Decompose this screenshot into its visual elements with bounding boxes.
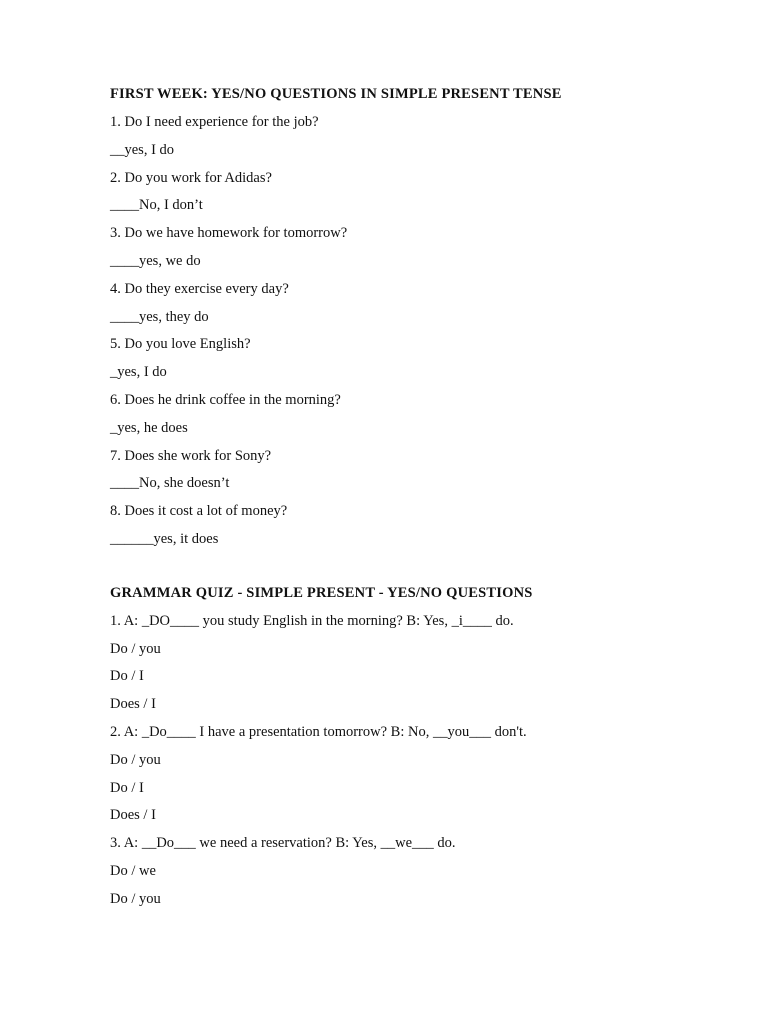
section1-line: __yes, I do (110, 141, 175, 158)
section1-line: _yes, he does (110, 419, 188, 436)
section2-line: Do / you (110, 640, 161, 657)
section2-line: Does / I (110, 807, 156, 824)
section-spacer (110, 557, 730, 583)
section1-line: ____No, she doesn’t (110, 475, 230, 492)
section2-line: Do / I (110, 779, 144, 796)
section2-line: Do / I (110, 668, 144, 685)
section1-line: ______yes, it does (110, 530, 219, 547)
section2-heading: GRAMMAR QUIZ - SIMPLE PRESENT - YES/NO QUESTIONS (110, 584, 533, 601)
section2-line: Do / you (110, 751, 161, 768)
section1-line: 7. Does she work for Sony? (110, 447, 272, 464)
section2-line: 2. A: _Do____ I have a presentation tomorrow? B: No, __you___ don't. (110, 723, 527, 740)
section2-line: 3. A: __Do___ we need a reservation? B: Yes, __we___ do. (110, 835, 456, 852)
section1-line: 5. Do you love English? (110, 336, 251, 353)
section1-line: ____No, I don’t (110, 197, 203, 214)
section2-line: Do / we (110, 862, 156, 879)
section1-line: 6. Does he drink coffee in the morning? (110, 391, 341, 408)
section1-heading: FIRST WEEK: YES/NO QUESTIONS IN SIMPLE PRESENT TENSE (110, 86, 562, 102)
section1-line: ____yes, we do (110, 252, 201, 269)
section2-line: Does / I (110, 696, 156, 713)
section1-line: 2. Do you work for Adidas? (110, 169, 272, 186)
section1-line: 3. Do we have homework for tomorrow? (110, 225, 348, 242)
section1-line: 1. Do I need experience for the job? (110, 114, 319, 130)
section2-line: 1. A: _DO____ you study English in the morning? B: Yes, _i____ do. (110, 612, 514, 629)
section1-line: ____yes, they do (110, 308, 209, 325)
document-content (110, 84, 730, 917)
section1-line: 8. Does it cost a lot of money? (110, 503, 288, 520)
section2-line: Do / you (110, 890, 161, 907)
section1-line: _yes, I do (110, 364, 167, 381)
section1-line: 4. Do they exercise every day? (110, 280, 289, 297)
